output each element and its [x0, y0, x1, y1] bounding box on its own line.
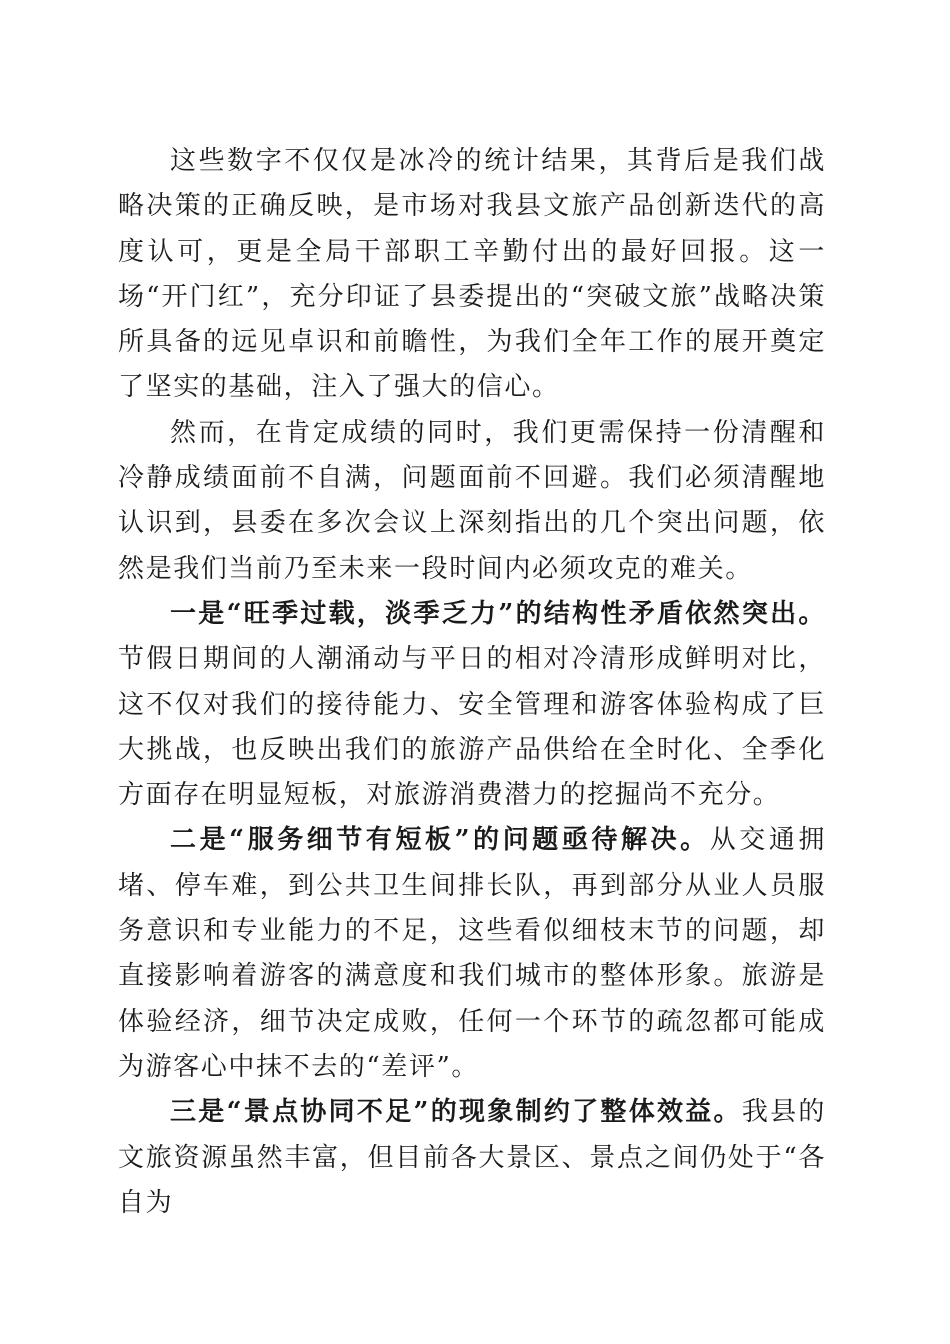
paragraph-2 [118, 411, 826, 592]
paragraph-3-lead: 一是“旺季过载，淡季乏力”的结构性矛盾依然突出。 [170, 598, 826, 629]
paragraph-5-text: 我县的文旅资源虽然丰富，但目前各大景区、景点之间仍处于“各自为 [118, 1097, 826, 1218]
paragraph-1-text: 这些数字不仅仅是冰冷的统计结果，其背后是我们战略决策的正确反映，是市场对我县文旅产品创新迭代的高度认可，更是全局干部职工辛勤付出的最好回报。这一场“开门红”，充分印证了县委提出的“突破文旅”战略决策所具备的远见卓识和前瞻性，为我们全年工作的展开奠定了坚实的基础，注入了强大的信心。 [118, 146, 826, 403]
paragraph-5-lead: 三是“景点协同不足”的现象制约了整体效益。 [170, 1097, 742, 1128]
paragraph-5 [118, 1090, 826, 1226]
paragraph-3 [118, 592, 826, 818]
paragraph-2-text: 然而，在肯定成绩的同时，我们更需保持一份清醒和冷静成绩面前不自满，问题面前不回避。我们必须清醒地认识到，县委在多次会议上深刻指出的几个突出问题，依然是我们当前乃至未来一段时间内必须攻克的难关。 [118, 417, 826, 584]
paragraph-3-text: 节假日期间的人潮涌动与平日的相对冷清形成鲜明对比，这不仅对我们的接待能力、安全管理和游客体验构成了巨大挑战，也反映出我们的旅游产品供给在全时化、全季化方面存在明显短板，对旅游消费潜力的挖掘尚不充分。 [118, 644, 826, 811]
paragraph-4-lead: 二是“服务细节有短板”的问题亟待解决。 [170, 825, 710, 856]
document-body [118, 139, 826, 1226]
paragraph-4 [118, 818, 826, 1090]
paragraph-1 [118, 139, 826, 411]
paragraph-4-text: 从交通拥堵、停车难，到公共卫生间排长队，再到部分从业人员服务意识和专业能力的不足，这些看似细枝末节的问题，却直接影响着游客的满意度和我们城市的整体形象。旅游是体验经济，细节决定成败，任何一个环节的疏忽都可能成为游客心中抹不去的“差评”。 [118, 825, 827, 1082]
